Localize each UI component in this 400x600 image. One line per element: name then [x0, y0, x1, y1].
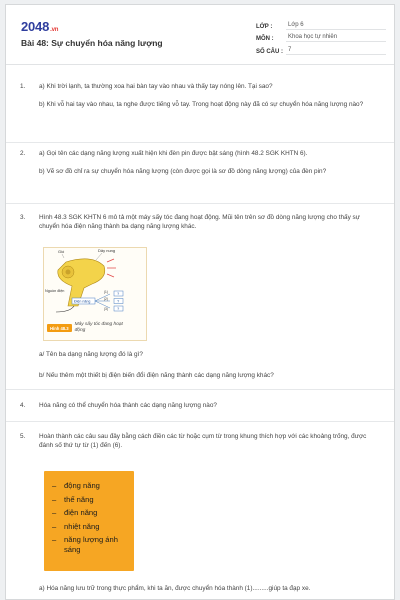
document-page [5, 4, 395, 600]
question-number: 3. [20, 214, 26, 221]
question-text: b) Khi vỗ hai tay vào nhau, ta nghe được tiếng vỗ tay. Trong hoạt động này đã có sự chuyển hóa năng lượng nào? [39, 101, 364, 109]
energy-word: – động năng [52, 481, 100, 490]
question-text: b) Vẽ sơ đồ chỉ ra sự chuyển hóa năng lượng (còn được gọi là sơ đồ dòng năng lượng) của đèn pin? [39, 168, 327, 176]
question-5-fill-in [20, 584, 382, 600]
question-2 [20, 149, 382, 185]
question-text: Hóa năng có thể chuyển hóa thành các dạng năng lượng nào? [39, 402, 217, 409]
box-question-3: ? [117, 306, 120, 311]
hair-dryer-diagram [44, 248, 148, 320]
document-header [6, 5, 395, 65]
meta-key: MÔN : [256, 36, 274, 42]
meta-key: SỐ CÂU : [256, 48, 283, 55]
question-text: Hình 48.3 SGK KHTN 6 mô tả một máy sấy tóc đang hoạt động. Mũi tên trên sơ đồ dòng năng lượng cho thấy sự chuyển hóa điện năng thành ba dạng năng lượng khác. [39, 214, 361, 231]
question-text: Hoàn thành các câu sau đây bằng cách điền các từ hoặc cụm từ trong khung thích hợp với các khoảng trống, được đánh số thứ tự từ (1) đến (6). [39, 433, 367, 450]
meta-row-count [256, 42, 386, 55]
divider [6, 389, 395, 390]
label-day-nung: Dây nung [98, 248, 116, 253]
figure-caption-text: Máy sấy tóc đang hoạt động [74, 322, 123, 333]
energy-word: – nhiệt năng [52, 521, 100, 531]
divider [6, 421, 395, 422]
label-gio: Gió [58, 249, 65, 254]
label-nguon-dien: Nguồn điện [45, 289, 65, 293]
arrow-label-1: (1) [104, 290, 108, 294]
figure-caption [47, 322, 125, 334]
arrow-label-2: (2) [104, 297, 108, 301]
box-question-1: ? [117, 291, 120, 296]
meta-row-subject [256, 30, 386, 43]
meta-key: LỚP : [256, 23, 273, 30]
site-logo[interactable]: 2048.vn [21, 19, 59, 34]
meta-value: Lớp 6 [286, 21, 386, 30]
meta-row-class [256, 17, 386, 30]
box-question-2: ? [117, 298, 120, 304]
question-text: b/ Nếu thêm một thiết bị điện biến đổi điện năng thành các dạng năng lượng khác? [39, 372, 274, 380]
hair-dryer-figure [43, 247, 147, 341]
divider [6, 203, 395, 204]
energy-word-box [44, 471, 134, 571]
question-number: 2. [20, 150, 26, 157]
meta-value: 7 [286, 46, 386, 55]
meta-value: Khoa học tự nhiên [286, 33, 386, 42]
question-text: a) Hóa năng lưu trữ trong thực phẩm, khi ta ăn, được chuyển hóa thành (1).........giúp ta đạp xe. [39, 585, 311, 592]
question-text: a/ Tên ba dạng năng lượng đó là gì? [39, 351, 143, 358]
question-text: a) Khi trời lạnh, ta thường xoa hai bàn tay vào nhau và thấy tay nóng lên. Tại sao? [39, 83, 273, 90]
question-number: 5. [20, 433, 26, 440]
energy-word: – điện năng [52, 508, 98, 517]
question-text: a) Gọi tên các dạng năng lượng xuất hiện khi đèn pin được bật sáng (hình 48.2 SGK KHTN 6). [39, 150, 308, 157]
label-dien-nang: Điện năng [74, 299, 91, 304]
question-3 [20, 213, 382, 240]
question-number: 1. [20, 83, 26, 90]
question-4 [20, 401, 382, 419]
question-number: 4. [20, 402, 26, 409]
energy-word: – thế năng [52, 494, 94, 504]
question-5 [20, 432, 382, 459]
question-1 [20, 82, 382, 118]
question-3-subquestions [20, 350, 382, 389]
energy-word: – năng lượng ánh sáng [52, 535, 118, 554]
meta-table [256, 17, 386, 55]
figure-tag: Hình 48.3 [47, 324, 72, 332]
page-title: Bài 48: Sự chuyển hóa năng lượng [21, 38, 163, 48]
arrow-label-3: (3) [104, 307, 108, 311]
divider [6, 142, 395, 143]
